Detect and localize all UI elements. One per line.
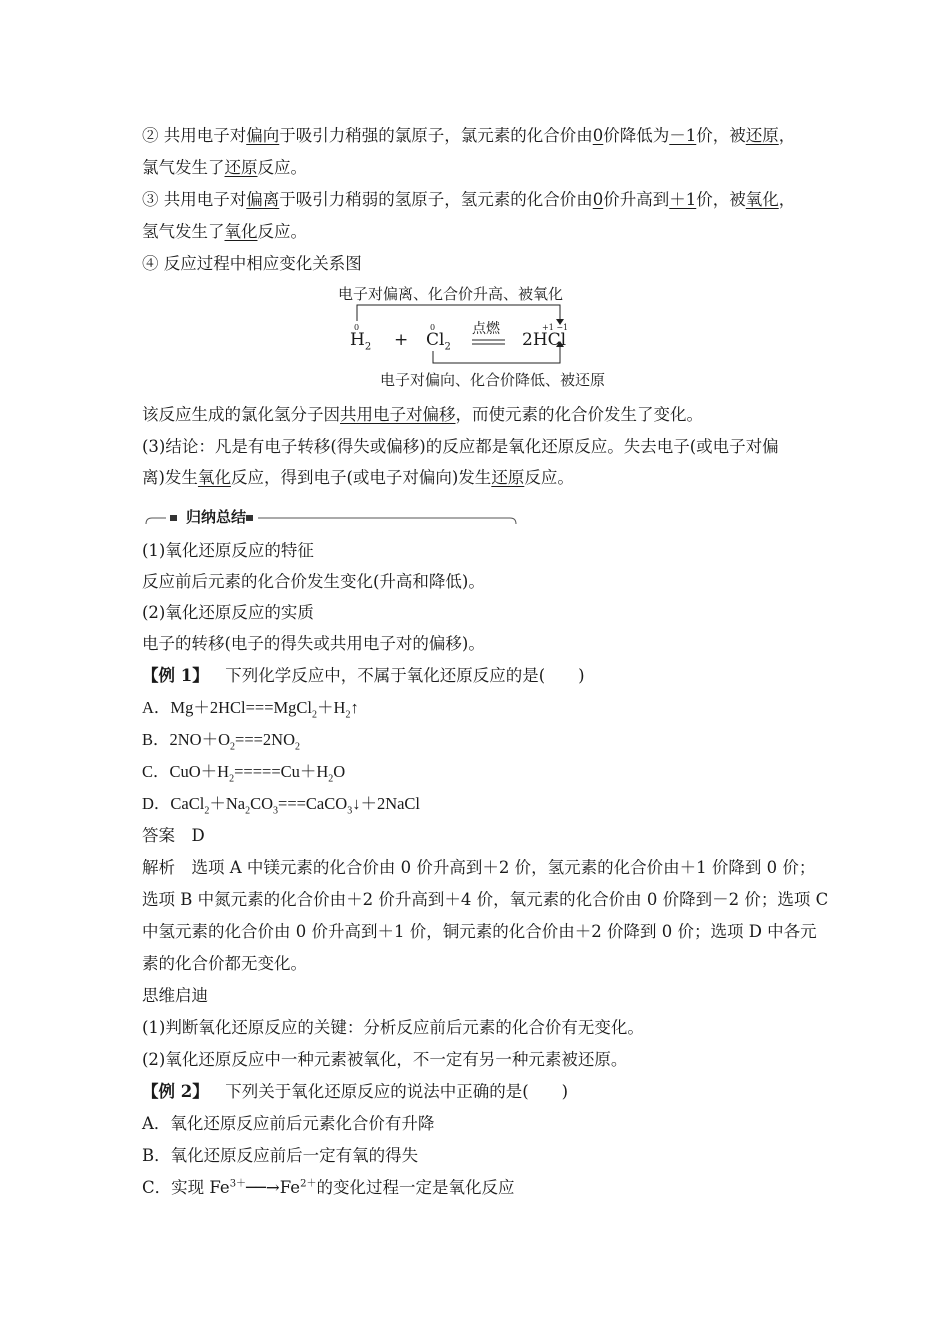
summary-title: 归纳总结 <box>186 508 247 526</box>
conclusion-line-2: 离)发生氧化反应，得到电子(或电子对偏向)发生还原反应。 <box>142 468 574 487</box>
plus-sign: + <box>394 330 409 350</box>
reaction-diagram <box>330 283 630 391</box>
paragraph-2-line-1: ② 共用电子对偏向于吸引力稍强的氯原子，氯元素的化合价由0价降低为－1价，被还原， <box>142 126 796 145</box>
paragraph-5: 该反应生成的氯化氢分子因共用电子对偏移，而使元素的化合价发生了变化。 <box>142 405 703 424</box>
example-1-analysis-line-4: 素的化合价都无变化。 <box>142 954 307 973</box>
example-1-analysis-line-2: 选项 B 中氮元素的化合价由＋2 价升高到＋4 价，氧元素的化合价由 0 价降到－2 价；选项 C <box>142 890 829 909</box>
summary-item-2: 反应前后元素的化合价发生变化(升高和降低)。 <box>142 572 485 591</box>
example-1-analysis-line-1: 解析 选项 A 中镁元素的化合价由 0 价升高到＋2 价，氢元素的化合价由＋1 价降到 0 价； <box>142 858 816 877</box>
example-1-option-b: B．$2NO+O_2===2NO_2$ <box>142 730 301 753</box>
paragraph-3-line-2: 氢气发生了氧化反应。 <box>142 222 307 241</box>
reduction-label: 电子对偏向、化合价降低、被还原 <box>380 371 606 389</box>
paragraph-3-line-1: ③ 共用电子对偏离于吸引力稍弱的氢原子，氢元素的化合价由0价升高到＋1价，被氧化， <box>142 190 796 209</box>
example-2-question: 【例 2】 下列关于氧化还原反应的说法中正确的是( ) <box>142 1082 569 1101</box>
example-2-option-b: B．氧化还原反应前后一定有氧的得失 <box>142 1146 419 1165</box>
example-1-question: 【例 1】 下列化学反应中，不属于氧化还原反应的是( ) <box>142 666 585 685</box>
conclusion-line-1: (3)结论：凡是有电子转移(得失或偏移)的反应都是氧化还原反应。失去电子(或电子对偏 <box>142 437 779 456</box>
hcl-valences: +1 −1 <box>542 323 569 332</box>
thinking-item-2: (2)氧化还原反应中一种元素被氧化，不一定有另一种元素被还原。 <box>142 1050 628 1069</box>
cl2-formula: $Cl_2$ <box>426 330 451 353</box>
example-1-analysis-line-3: 中氢元素的化合价由 0 价升高到＋1 价，铜元素的化合价由＋2 价降到 0 价；选项 D 中各元 <box>142 922 817 941</box>
thinking-item-1: (1)判断氧化还原反应的关键：分析反应前后元素的化合价有无变化。 <box>142 1018 644 1037</box>
example-1-answer: 答案 D <box>142 826 205 845</box>
condition-label: 点燃 <box>472 321 500 337</box>
oxidation-label: 电子对偏离、化合价升高、被氧化 <box>338 285 564 303</box>
summary-item-3: (2)氧化还原反应的实质 <box>142 603 314 622</box>
summary-item-4: 电子的转移(电子的得失或共用电子对的偏移)。 <box>142 634 485 653</box>
paragraph-2-line-2: 氯气发生了还原反应。 <box>142 158 307 177</box>
example-1-option-c: C．$CuO+H_2=====Cu+H_2O$ <box>142 762 346 785</box>
paragraph-4: ④ 反应过程中相应变化关系图 <box>142 254 362 273</box>
example-2-option-c: C．实现 $Fe^{3+}──\to Fe^{2+}$的变化过程一定是氧化反应 <box>142 1178 515 1197</box>
example-2-option-a: A．氧化还原反应前后元素化合价有升降 <box>142 1114 435 1133</box>
example-1-option-a: A．$Mg+2HCl===MgCl_2+H_2↑$ <box>142 698 359 721</box>
h2-valence: 0 <box>354 323 360 332</box>
summary-item-1: (1)氧化还原反应的特征 <box>142 541 314 560</box>
h2-formula: $H_2$ <box>350 330 372 353</box>
hcl-formula: 2HCl <box>522 330 567 350</box>
cl2-valence: 0 <box>430 323 436 332</box>
thinking-heading: 思维启迪 <box>142 986 208 1005</box>
example-1-option-d: D．$CaCl_2+Na_2CO_3===CaCO_3↓+2NaCl$ <box>142 794 421 817</box>
summary-header <box>142 508 520 530</box>
